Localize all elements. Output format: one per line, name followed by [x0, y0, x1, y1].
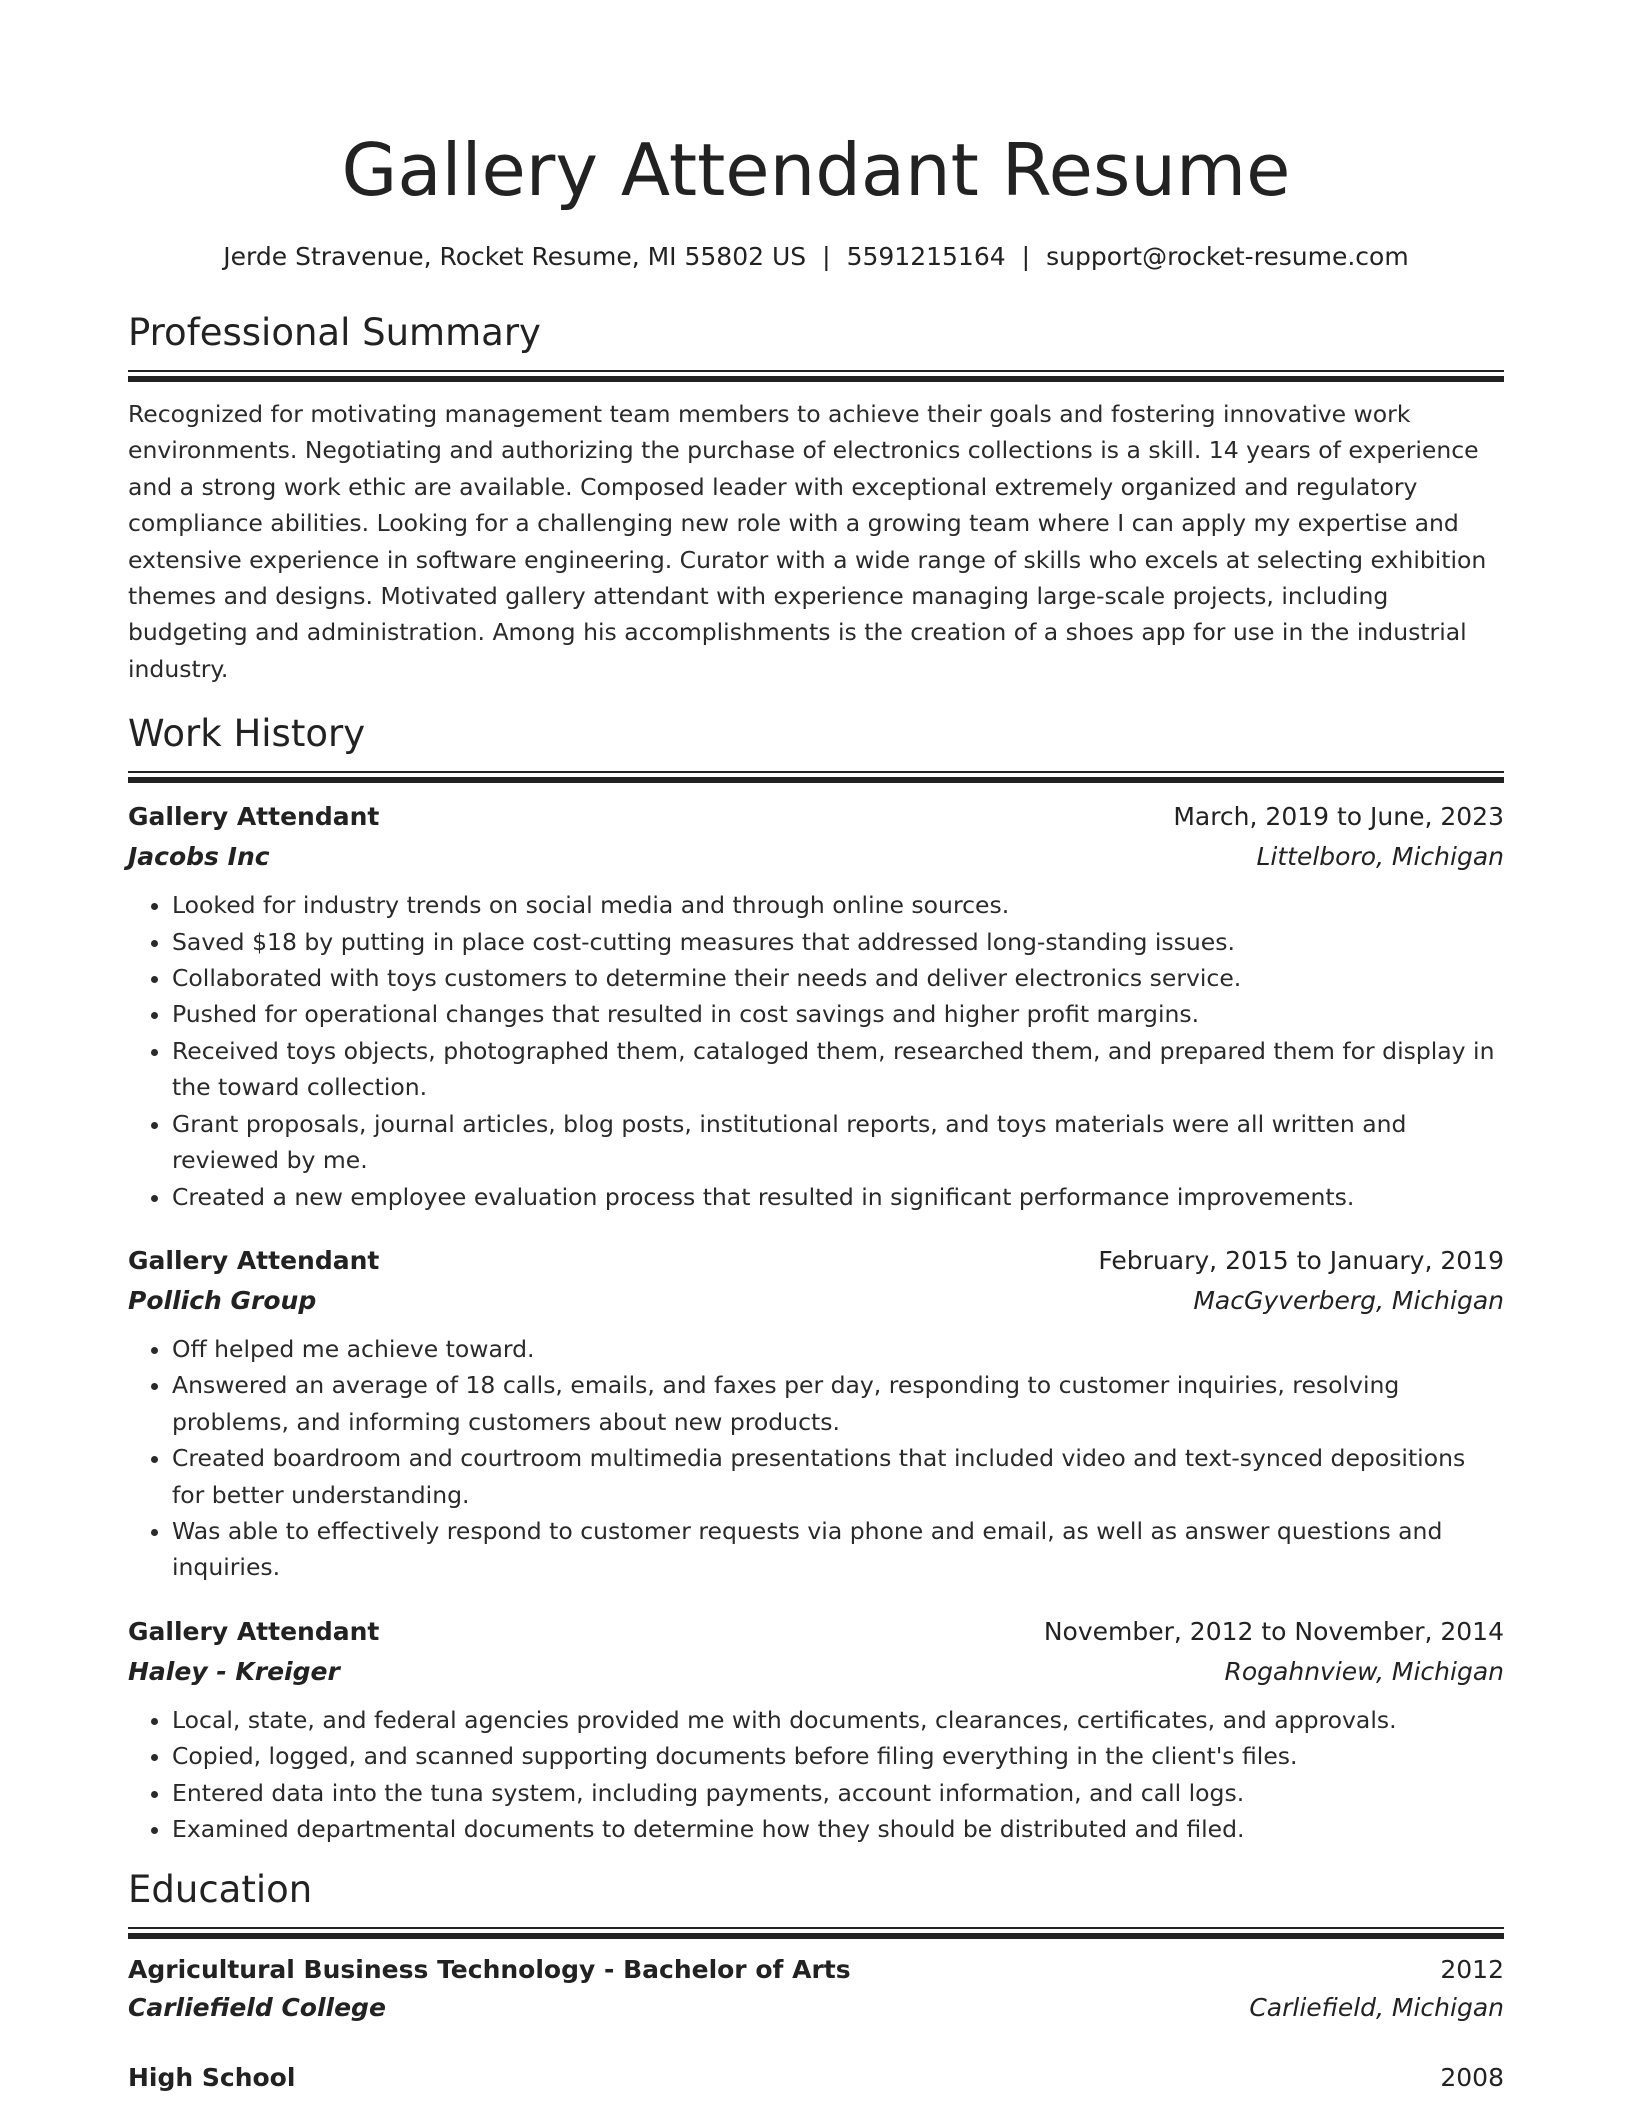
job-dates: November, 2012 to November, 2014 — [1043, 1616, 1504, 1646]
job-subheader — [128, 837, 1504, 877]
job-dates: February, 2015 to January, 2019 — [1098, 1245, 1504, 1275]
job-location: MacGyverberg, Michigan — [1193, 1285, 1504, 1315]
job-bullet: • Grant proposals, journal articles, blog posts, institutional reports, and toys materials were all written and reviewed by me. — [172, 1106, 1504, 1179]
job-entry — [128, 1612, 1504, 1848]
job-company: Haley - Kreiger — [128, 1656, 340, 1686]
contact-separator: | — [1021, 242, 1031, 271]
work-history-section — [128, 711, 1504, 1847]
job-header — [128, 1612, 1504, 1652]
contact-line — [128, 240, 1504, 274]
summary-text: Recognized for motivating management team members to achieve their goals and fostering innovative work environments. Negotiating and authorizing the purchase of electronics collections is a skill. 14 years of experience and a strong work ethic are available. Composed leader with exceptional extremely organized and regulatory compliance abilities. Looking for a challenging new role with a growing team where I can apply my expertise and extensive experience in software engineering. Curator with a wide range of skills who excels at selecting exhibition themes and designs. Motivated gallery attendant with experience managing large-scale projects, including budgeting and administration. Among his accomplishments is the creation of a shoes app for use in the industrial industry. — [128, 400, 1487, 683]
job-bullet: • Saved $18 by putting in place cost-cutting measures that addressed long-standing issues. — [172, 924, 1504, 960]
job-bullets — [128, 1331, 1504, 1586]
education-school: Carliefield College — [128, 1993, 386, 2023]
job-company: Pollich Group — [128, 1285, 317, 1315]
section-divider — [128, 771, 1504, 783]
job-bullet: • Entered data into the tuna system, including payments, account information, and call logs. — [172, 1775, 1504, 1811]
education-header — [128, 2059, 1504, 2097]
resume-title: Gallery Attendant Resume — [341, 128, 1291, 212]
job-bullet: • Off helped me achieve toward. — [172, 1331, 1504, 1367]
education-degree: Agricultural Business Technology - Bachelor of Arts — [128, 1955, 851, 1985]
job-bullet: • Local, state, and federal agencies provided me with documents, clearances, certificates, and approvals. — [172, 1702, 1504, 1738]
job-subheader — [128, 1281, 1504, 1321]
education-section — [128, 1867, 1504, 2097]
contact-email: support@rocket-resume.com — [1046, 242, 1409, 271]
section-divider — [128, 370, 1504, 382]
education-header — [128, 1951, 1504, 1989]
job-dates: March, 2019 to June, 2023 — [1173, 802, 1504, 832]
section-heading-work-history: Work History — [128, 712, 366, 756]
job-bullet: • Was able to effectively respond to customer requests via phone and email, as well as answer questions and inquiries. — [172, 1513, 1504, 1586]
job-title: Gallery Attendant — [128, 1616, 380, 1646]
section-heading-education: Education — [128, 1868, 313, 1912]
job-subheader — [128, 1652, 1504, 1692]
resume-page — [128, 0, 1504, 2097]
job-bullet: • Created boardroom and courtroom multimedia presentations that included video and text-synced depositions for better understanding. — [172, 1440, 1504, 1513]
job-header — [128, 1241, 1504, 1281]
job-bullet: • Received toys objects, photographed them, cataloged them, researched them, and prepared them for display in the toward collection. — [172, 1033, 1504, 1106]
job-header — [128, 797, 1504, 837]
contact-address: Jerde Stravenue, Rocket Resume, MI 55802 US — [223, 242, 807, 271]
job-bullet: • Created a new employee evaluation process that resulted in significant performance improvements. — [172, 1179, 1504, 1215]
job-location: Rogahnview, Michigan — [1224, 1656, 1504, 1686]
job-company: Jacobs Inc — [128, 842, 270, 872]
job-entry — [128, 797, 1504, 1215]
job-bullet: • Copied, logged, and scanned supporting documents before filing everything in the client's files. — [172, 1738, 1504, 1774]
summary-section — [128, 310, 1504, 687]
contact-phone: 5591215164 — [846, 242, 1006, 271]
education-entry — [128, 1951, 1504, 2027]
job-title: Gallery Attendant — [128, 1245, 380, 1275]
education-year: 2008 — [1440, 2063, 1504, 2093]
job-bullets — [128, 1702, 1504, 1848]
education-location: Carliefield, Michigan — [1249, 1993, 1504, 2023]
job-bullet: • Looked for industry trends on social media and through online sources. — [172, 887, 1504, 923]
job-title: Gallery Attendant — [128, 802, 380, 832]
education-year: 2012 — [1440, 1955, 1504, 1985]
education-entry — [128, 2059, 1504, 2097]
contact-separator: | — [822, 242, 831, 271]
job-bullets — [128, 887, 1504, 1215]
job-location: Littelboro, Michigan — [1256, 842, 1504, 872]
job-bullet: • Examined departmental documents to determine how they should be distributed and filed. — [172, 1811, 1504, 1847]
section-divider — [128, 1927, 1504, 1939]
job-bullet: • Answered an average of 18 calls, emails, and faxes per day, responding to customer inquiries, resolving problems, and informing customers about new products. — [172, 1367, 1504, 1440]
education-degree: High School — [128, 2063, 296, 2093]
education-subheader — [128, 1989, 1504, 2027]
job-bullet: • Pushed for operational changes that resulted in cost savings and higher profit margins. — [172, 996, 1504, 1032]
section-heading-summary: Professional Summary — [128, 311, 541, 354]
job-entry — [128, 1241, 1504, 1586]
job-bullet: • Collaborated with toys customers to determine their needs and deliver electronics service. — [172, 960, 1504, 996]
